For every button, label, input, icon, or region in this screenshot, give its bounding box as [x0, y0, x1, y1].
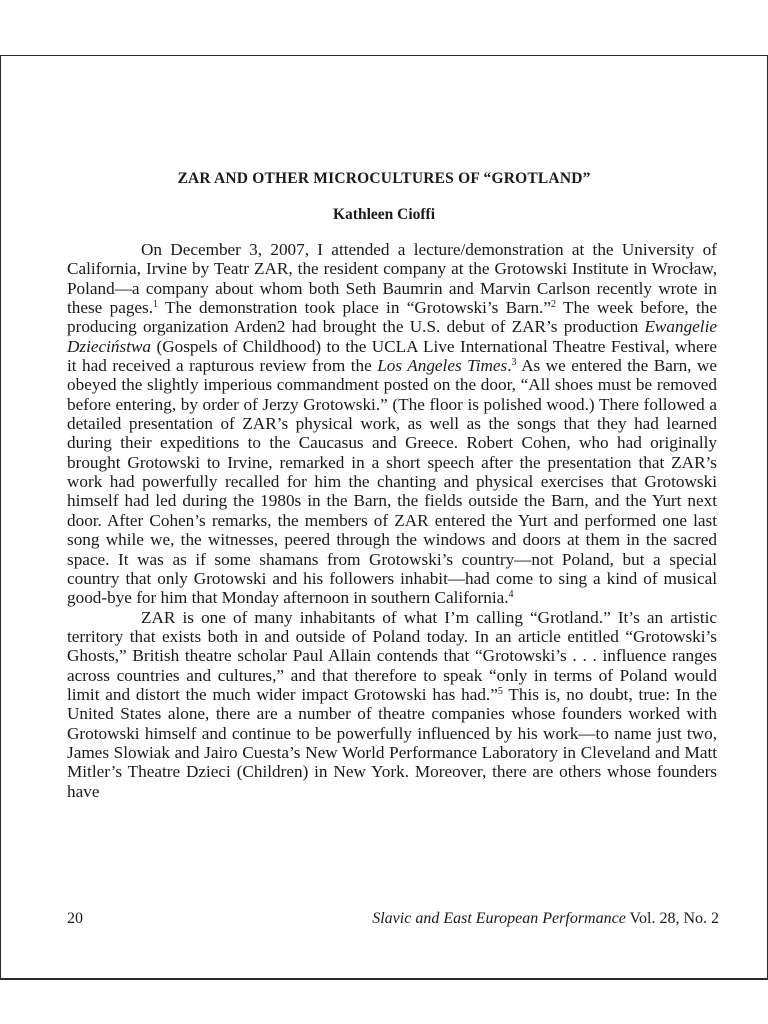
- text-run: On December 3, 2007, I attended a lecture/demonstration at the University of California, Irvine by Teatr ZAR, the resident company at the Grotowski Institute in Wrocław, Poland—a company about whom both Seth Baumrin and Marvin Carlson recently wrote in these pages.: [67, 240, 717, 318]
- newspaper-title: Los Angeles Times: [377, 356, 508, 376]
- production-title: Ewangelie Dzieciństwa: [67, 317, 717, 356]
- journal-citation: [372, 910, 719, 928]
- page-footer: [67, 910, 719, 928]
- footnote-ref-4: 4: [508, 589, 514, 601]
- footnote-ref-5: 5: [497, 685, 503, 697]
- page-number: 20: [67, 910, 83, 927]
- paragraph-1: [67, 240, 717, 608]
- footnote-ref-1: 1: [153, 299, 159, 311]
- text-run: The week before, the producing organization Arden2 had brought the U.S. debut of ZAR’s production: [67, 298, 717, 337]
- article-body: [67, 240, 717, 801]
- footnote-ref-2: 2: [550, 299, 556, 311]
- text-run: This is, no doubt, true: In the United States alone, there are a number of theatre companies whose founders worked with Grotowski himself and continue to be powerfully influenced by his work—to name just two, James Slowiak and Jairo Cuesta’s New World Performance Laboratory in Cleveland and Matt Mitler’s Theatre Dzieci (Children) in New York. Moreover, there are others whose founders have: [67, 684, 717, 801]
- text-run: .: [507, 356, 512, 376]
- text-run: ZAR is one of many inhabitants of what I’m calling “Grotland.” It’s an artistic territory that exists both in and outside of Poland today. In an article entitled “Grotowski’s Ghosts,” British theatre scholar Paul Allain contends that “Grotowski’s . . . influence ranges across countries and cultures,” and that therefore to speak “only in terms of Poland would limit and distort the much wider impact Grotowski has had.”: [67, 607, 717, 704]
- article-title: ZAR AND OTHER MICROCULTURES OF “GROTLAND”: [177, 170, 591, 187]
- journal-volume: Vol. 28, No. 2: [625, 910, 719, 927]
- text-run: As we entered the Barn, we obeyed the slightly imperious commandment posted on the door, “All shoes must be removed before entering, by order of Jerzy Grotowski.” (The floor is polished wood.) There followed a detailed presentation of ZAR’s physical work, as well as the songs that they had learned during their expeditions to the Caucasus and Greece. Robert Cohen, who had originally brought Grotowski to Irvine, remarked in a short speech after the presentation that ZAR’s work had powerfully recalled for him the chanting and physical exercises that Grotowski himself had led during the 1980s in the Barn, the fields outside the Barn, and the Yurt next door. After Cohen’s remarks, the members of ZAR entered the Yurt and performed one last song while we, the witnesses, peered through the windows and doors at them in the sacred space. It was as if some shamans from Grotowski’s country—not Poland, but a special country that only Grotowski and his followers inhabit—had come to sing a kind of musical good-bye for him that Monday afternoon in southern California.: [67, 356, 717, 608]
- text-run: The demonstration took place in “Grotowski’s Barn.”: [158, 298, 551, 318]
- text-run: (Gospels of Childhood) to the UCLA Live International Theatre Festival, where it had received a rapturous review from the: [67, 336, 717, 376]
- paragraph-2: [67, 608, 717, 801]
- journal-name: Slavic and East European Performance: [372, 910, 626, 927]
- article-author: Kathleen Cioffi: [332, 206, 436, 223]
- footnote-ref-3: 3: [511, 357, 517, 369]
